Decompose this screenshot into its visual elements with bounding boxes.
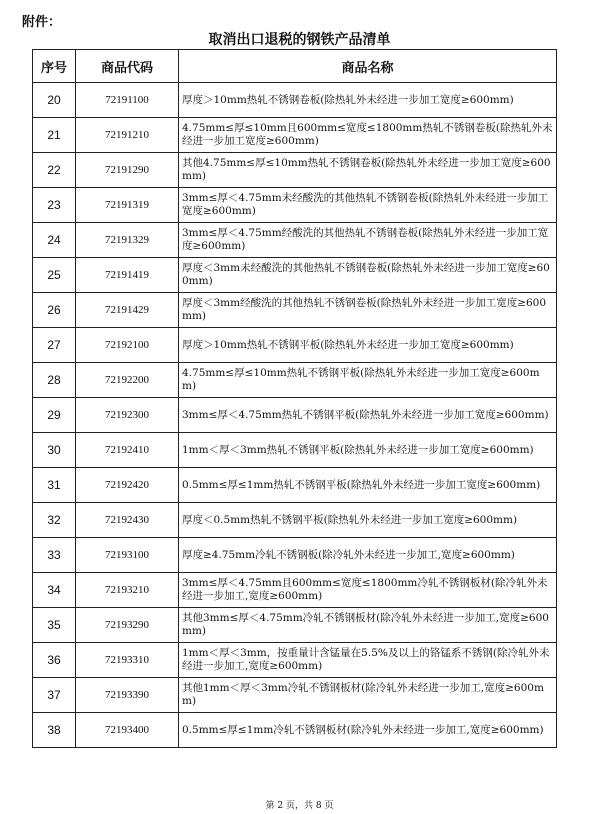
table-row: [33, 503, 557, 538]
table-header-row: [33, 50, 557, 83]
attachment-label: 附件：: [22, 15, 62, 30]
table-row: [33, 433, 557, 468]
code-cell: 72191210: [76, 118, 179, 153]
code-cell: 72192430: [76, 503, 179, 538]
code-cell: 72192100: [76, 328, 179, 363]
name-cell: 1mm＜厚＜3mm热轧不锈钢平板(除热轧外未经进一步加工宽度≥600mm): [179, 433, 557, 468]
seq-cell: 31: [33, 468, 76, 503]
name-cell: 0.5mm≤厚≤1mm热轧不锈钢平板(除热轧外未经进一步加工宽度≥600mm): [179, 468, 557, 503]
seq-cell: 37: [33, 678, 76, 713]
code-cell: 72191319: [76, 188, 179, 223]
code-cell: 72193290: [76, 608, 179, 643]
name-cell: 3mm≤厚＜4.75mm未经酸洗的其他热轧不锈钢卷板(除热轧外未经进一步加工宽度≥600mm): [179, 188, 557, 223]
seq-cell: 25: [33, 258, 76, 293]
name-cell: 3mm≤厚＜4.75mm经酸洗的其他热轧不锈钢卷板(除热轧外未经进一步加工宽度≥600mm): [179, 223, 557, 258]
name-cell: 0.5mm≤厚≤1mm冷轧不锈钢板材(除冷轧外未经进一步加工,宽度≥600mm): [179, 713, 557, 748]
seq-cell: 36: [33, 643, 76, 678]
header-seq: 序号: [33, 50, 76, 83]
table-body: [33, 83, 557, 748]
name-cell: 厚度＜0.5mm热轧不锈钢平板(除热轧外未经进一步加工宽度≥600mm): [179, 503, 557, 538]
code-cell: 72191329: [76, 223, 179, 258]
code-cell: 72193390: [76, 678, 179, 713]
name-cell: 4.75mm≤厚≤10mm热轧不锈钢平板(除热轧外未经进一步加工宽度≥600mm): [179, 363, 557, 398]
code-cell: 72191100: [76, 83, 179, 118]
seq-cell: 38: [33, 713, 76, 748]
name-cell: 厚度＞10mm热轧不锈钢平板(除热轧外未经进一步加工宽度≥600mm): [179, 328, 557, 363]
name-cell: 其他4.75mm≤厚≤10mm热轧不锈钢卷板(除热轧外未经进一步加工宽度≥600mm): [179, 153, 557, 188]
name-cell: 厚度＞10mm热轧不锈钢卷板(除热轧外未经进一步加工宽度≥600mm): [179, 83, 557, 118]
table-row: [33, 713, 557, 748]
code-cell: 72193400: [76, 713, 179, 748]
table-row: [33, 643, 557, 678]
table-row: [33, 118, 557, 153]
seq-cell: 21: [33, 118, 76, 153]
name-cell: 4.75mm≤厚≤10mm且600mm≤宽度≤1800mm热轧不锈钢卷板(除热轧外未经进一步加工宽度≥600mm): [179, 118, 557, 153]
table-row: [33, 363, 557, 398]
code-cell: 72192300: [76, 398, 179, 433]
seq-cell: 20: [33, 83, 76, 118]
table-row: [33, 573, 557, 608]
table-row: [33, 293, 557, 328]
code-cell: 72192410: [76, 433, 179, 468]
seq-cell: 34: [33, 573, 76, 608]
seq-cell: 29: [33, 398, 76, 433]
code-cell: 72193310: [76, 643, 179, 678]
header-name: 商品名称: [179, 50, 557, 83]
page-footer: 第 2 页，共 8 页: [265, 801, 334, 811]
seq-cell: 23: [33, 188, 76, 223]
name-cell: 厚度＜3mm未经酸洗的其他热轧不锈钢卷板(除热轧外未经进一步加工宽度≥600mm): [179, 258, 557, 293]
name-cell: 3mm≤厚＜4.75mm且600mm≤宽度≤1800mm冷轧不锈钢板材(除冷轧外未经进一步加工,宽度≥600mm): [179, 573, 557, 608]
code-cell: 72191290: [76, 153, 179, 188]
name-cell: 厚度≥4.75mm冷轧不锈钢板(除冷轧外未经进一步加工,宽度≥600mm): [179, 538, 557, 573]
table-row: [33, 83, 557, 118]
code-cell: 72191429: [76, 293, 179, 328]
seq-cell: 22: [33, 153, 76, 188]
name-cell: 1mm＜厚＜3mm，按重量计含锰量在5.5%及以上的铬锰系不锈钢(除冷轧外未经进一步加工,宽度≥600mm): [179, 643, 557, 678]
name-cell: 厚度＜3mm经酸洗的其他热轧不锈钢卷板(除热轧外未经进一步加工宽度≥600mm): [179, 293, 557, 328]
seq-cell: 32: [33, 503, 76, 538]
code-cell: 72193210: [76, 573, 179, 608]
name-cell: 其他1mm＜厚＜3mm冷轧不锈钢板材(除冷轧外未经进一步加工,宽度≥600mm): [179, 678, 557, 713]
table-row: [33, 398, 557, 433]
seq-cell: 24: [33, 223, 76, 258]
document-title: 取消出口退税的钢铁产品清单: [208, 32, 391, 48]
table-row: [33, 538, 557, 573]
seq-cell: 30: [33, 433, 76, 468]
table-row: [33, 188, 557, 223]
product-table: [32, 49, 557, 748]
table-row: [33, 223, 557, 258]
table-row: [33, 468, 557, 503]
code-cell: 72193100: [76, 538, 179, 573]
name-cell: 其他3mm≤厚＜4.75mm冷轧不锈钢板材(除冷轧外未经进一步加工,宽度≥600mm): [179, 608, 557, 643]
seq-cell: 35: [33, 608, 76, 643]
seq-cell: 33: [33, 538, 76, 573]
table-row: [33, 153, 557, 188]
table-row: [33, 258, 557, 293]
seq-cell: 28: [33, 363, 76, 398]
header-code: 商品代码: [76, 50, 179, 83]
name-cell: 3mm≤厚＜4.75mm热轧不锈钢平板(除热轧外未经进一步加工宽度≥600mm): [179, 398, 557, 433]
code-cell: 72191419: [76, 258, 179, 293]
seq-cell: 27: [33, 328, 76, 363]
seq-cell: 26: [33, 293, 76, 328]
table-row: [33, 328, 557, 363]
code-cell: 72192200: [76, 363, 179, 398]
table-row: [33, 608, 557, 643]
code-cell: 72192420: [76, 468, 179, 503]
table-row: [33, 678, 557, 713]
